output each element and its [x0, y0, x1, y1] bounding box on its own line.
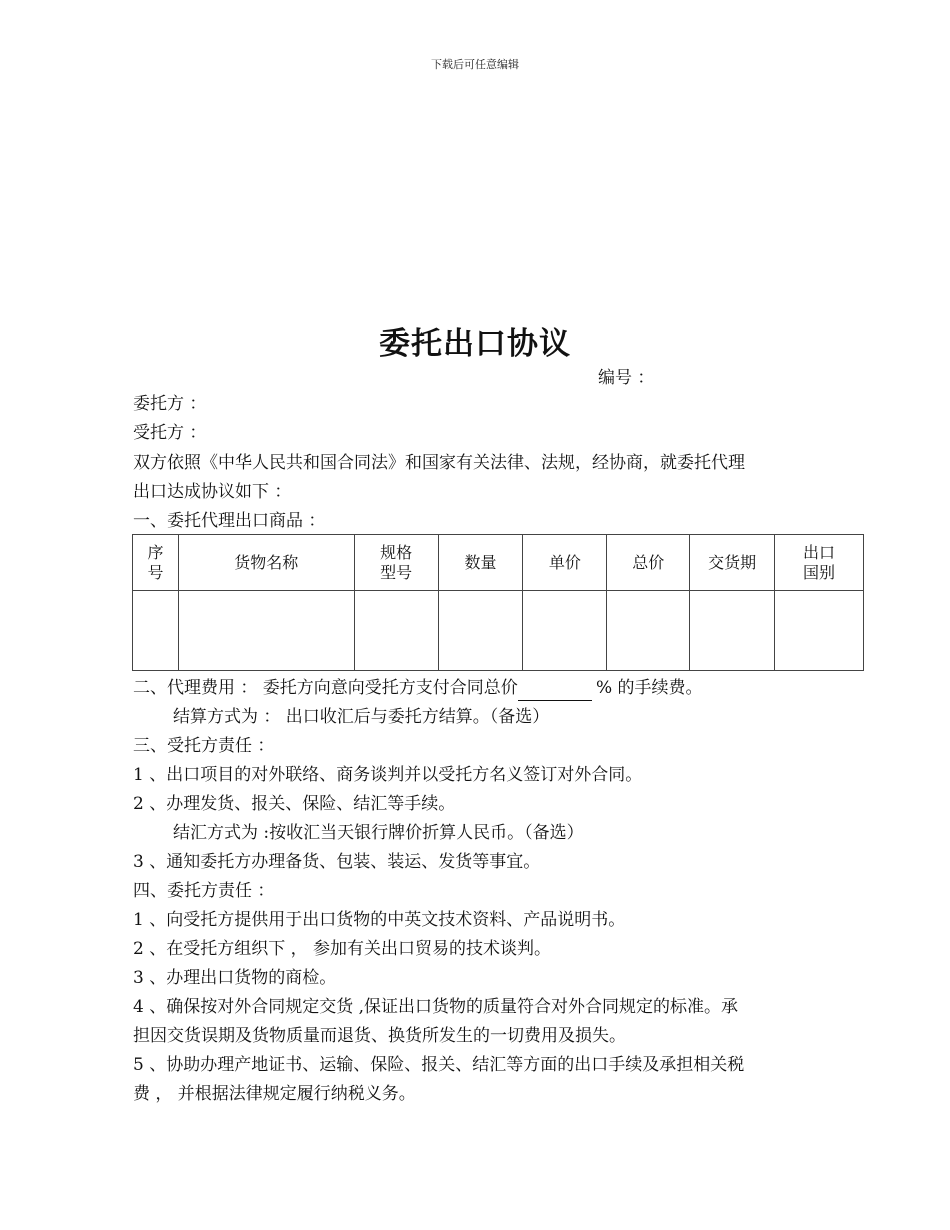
agency-fee-suffix: % 的手续费。 [595, 678, 703, 698]
section-4-heading: 四、委托方责任 ： [133, 881, 275, 901]
col-header-unit-price: 单价 [523, 535, 607, 591]
table-cell[interactable] [438, 591, 523, 671]
table-cell[interactable] [523, 591, 607, 671]
fee-percentage-blank[interactable] [518, 684, 592, 701]
settlement-method: 结算方式为 ： 出口收汇后与委托方结算。（备选） [173, 707, 550, 727]
table-cell[interactable] [775, 591, 864, 671]
section-3-item-1: 1 、出口项目的对外联络、商务谈判并以受托方名义签订对外合同。 [133, 765, 643, 785]
section-2-agency-fee [133, 677, 703, 701]
section-4-item-5-line-1: 5 、协助办理产地证书、运输、保险、报关、结汇等方面的出口手续及承担相关税 [133, 1055, 745, 1075]
table-cell[interactable] [690, 591, 775, 671]
col-header-quantity: 数量 [438, 535, 523, 591]
table-row [133, 591, 864, 671]
col-header-delivery-date: 交货期 [690, 535, 775, 591]
section-3-item-3: 3 、通知委托方办理备货、包装、装运、发货等事宜。 [133, 852, 541, 872]
table-cell[interactable] [178, 591, 354, 671]
table-cell[interactable] [133, 591, 179, 671]
table-cell[interactable] [607, 591, 690, 671]
col-header-spec-model: 规格 型号 [354, 535, 438, 591]
document-title: 委托出口协议 [379, 326, 571, 362]
section-4-item-3: 3 、办理出口货物的商检。 [133, 968, 337, 988]
section-4-item-4-line-2: 担因交货误期及货物质量而退货、换货所发生的一切费用及损失。 [133, 1026, 626, 1046]
section-4-item-1: 1 、向受托方提供用于出口货物的中英文技术资料、产品说明书。 [133, 910, 626, 930]
section-3-item-2: 2 、办理发货、报关、保险、结汇等手续。 [133, 794, 456, 814]
section-3-item-2-note: 结汇方式为 :按收汇当天银行牌价折算人民币。（备选） [173, 823, 584, 843]
col-header-goods-name: 货物名称 [178, 535, 354, 591]
page-header-note: 下载后可任意编辑 [431, 58, 519, 71]
section-4-item-5-line-2: 费 ， 并根据法律规定履行纳税义务。 [133, 1084, 416, 1104]
col-header-total-price: 总价 [607, 535, 690, 591]
col-header-seq: 序 号 [133, 535, 179, 591]
entrusted-party-line: 受托方 ： [133, 423, 207, 443]
goods-table [132, 534, 864, 671]
col-header-export-country: 出口 国别 [775, 535, 864, 591]
intro-paragraph-line-1: 双方依照《中华人民共和国合同法》和国家有关法律、法规，经协商，就委托代理 [133, 453, 745, 473]
entrusting-party-line: 委托方 ： [133, 394, 207, 414]
goods-table-header-row [133, 535, 864, 591]
section-3-heading: 三、受托方责任 ： [133, 736, 275, 756]
table-cell[interactable] [354, 591, 438, 671]
contract-number-label: 编号 ： [598, 368, 655, 388]
section-1-heading: 一、委托代理出口商品 ： [133, 511, 326, 531]
agency-fee-text: 二、代理费用 ： 委托方向意向受托方支付合同总价 [133, 678, 518, 698]
section-4-item-2: 2 、在受托方组织下 ， 参加有关出口贸易的技术谈判。 [133, 939, 552, 959]
section-4-item-4-line-1: 4 、确保按对外合同规定交货 ,保证出口货物的质量符合对外合同规定的标准。承 [133, 997, 739, 1017]
intro-paragraph-line-2: 出口达成协议如下 ： [133, 482, 292, 502]
